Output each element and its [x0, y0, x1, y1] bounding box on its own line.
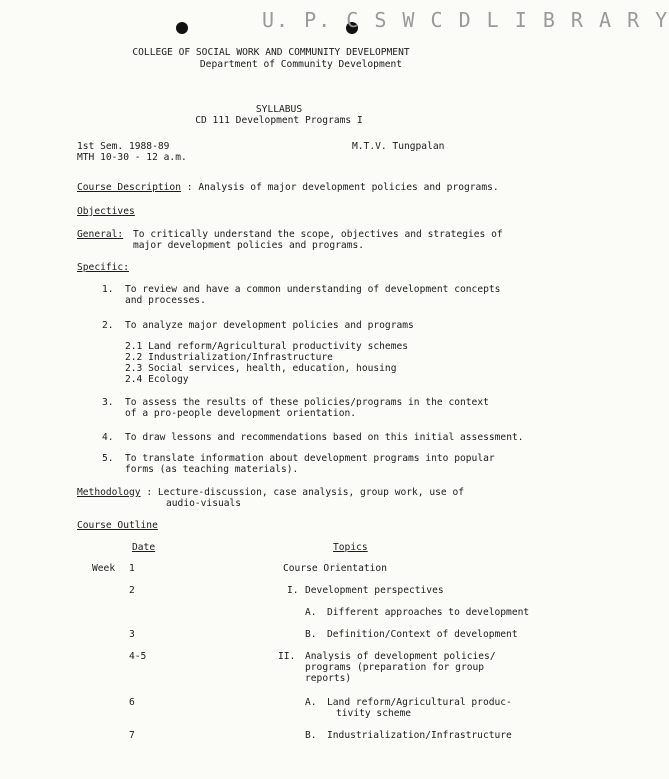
methodology-row — [77, 487, 464, 498]
outline-row-5-date: 4-5 — [129, 651, 147, 662]
specific-item-3-number: 3. — [102, 397, 114, 408]
outline-row-6-date: 6 — [129, 697, 135, 708]
specific-item-1-number: 1. — [102, 284, 114, 295]
methodology-sep: : — [146, 487, 153, 498]
punch-hole-left — [176, 22, 188, 34]
topics-column-header: Topics — [333, 542, 368, 553]
specific-item-5-line-1: To translate information about development programs into popular — [125, 453, 495, 464]
subitem-2-2: 2.2 Industrialization/Infrastructure — [125, 352, 333, 363]
specific-item-5-number: 5. — [102, 453, 114, 464]
outline-row-7-number: B. — [305, 730, 317, 741]
outline-row-3-topic: Different approaches to development — [327, 607, 530, 618]
college-title: COLLEGE OF SOCIAL WORK AND COMMUNITY DEVELOPMENT — [132, 47, 410, 58]
methodology-label: Methodology — [77, 487, 141, 498]
outline-row-7-date: 7 — [129, 730, 135, 741]
specific-item-1-line-2: and processes. — [125, 295, 206, 306]
course-description — [77, 182, 499, 193]
course-description-label: Course Description — [77, 182, 181, 193]
outline-row-6-topic-line-2: tivity scheme — [336, 708, 412, 719]
specific-item-1-line-1: To review and have a common understanding of development concepts — [125, 284, 501, 295]
subitem-2-3: 2.3 Social services, health, education, housing — [125, 363, 397, 374]
specific-item-2-line-1: To analyze major development policies and programs — [125, 320, 414, 331]
week-label: Week — [92, 563, 116, 574]
outline-row-5-topic-line-2: programs (preparation for group — [305, 662, 485, 673]
outline-row-4-topic: Definition/Context of development — [327, 629, 518, 640]
outline-row-4-date: 3 — [129, 629, 135, 640]
subitem-2-1: 2.1 Land reform/Agricultural productivity schemes — [125, 341, 409, 352]
outline-row-3-number: A. — [305, 607, 317, 618]
course-title: CD 111 Development Programs I — [195, 115, 363, 126]
general-line-2: major development policies and programs. — [133, 240, 365, 251]
objectives-heading: Objectives — [77, 206, 135, 217]
outline-row-1-topic: Course Orientation — [283, 563, 387, 574]
outline-row-5-number: II. — [278, 651, 296, 662]
specific-item-5-line-2: forms (as teaching materials). — [125, 464, 299, 475]
methodology-line-1: Lecture-discussion, case analysis, group work, use of — [157, 487, 465, 498]
specific-item-3-line-1: To assess the results of these policies/programs in the context — [125, 397, 489, 408]
outline-row-7-topic: Industrialization/Infrastructure — [327, 730, 512, 741]
specific-item-4-line-1: To draw lessons and recommendations based on this initial assessment. — [125, 432, 524, 443]
subitem-2-4: 2.4 Ecology — [125, 374, 189, 385]
library-stamp: U. P. C S W C D L I B R A R Y — [262, 8, 669, 32]
outline-row-2-topic: Development perspectives — [305, 585, 444, 596]
semester: 1st Sem. 1988-89 — [77, 141, 170, 152]
outline-row-2-number: I. — [287, 585, 299, 596]
course-outline-heading: Course Outline — [77, 520, 158, 531]
schedule: MTH 10-30 - 12 a.m. — [77, 152, 187, 163]
specific-item-3-line-2: of a pro-people development orientation. — [125, 408, 357, 419]
department-title: Department of Community Development — [199, 59, 403, 70]
specific-item-4-number: 4. — [102, 432, 114, 443]
outline-row-5-topic-line-3: reports) — [305, 673, 352, 684]
general-line-1: To critically understand the scope, objectives and strategies of — [133, 229, 503, 240]
course-description-text: Analysis of major development policies and programs. — [198, 182, 499, 193]
outline-row-6-number: A. — [305, 697, 317, 708]
specific-label: Specific: — [77, 262, 129, 273]
outline-row-1-date: 1 — [129, 563, 135, 574]
outline-row-2-date: 2 — [129, 585, 135, 596]
instructor: M.T.V. Tungpalan — [352, 141, 445, 152]
specific-item-2-number: 2. — [102, 320, 114, 331]
methodology-line-2: audio-visuals — [166, 498, 242, 509]
date-column-header: Date — [132, 542, 156, 553]
course-description-sep: : — [186, 182, 193, 193]
outline-row-5-topic-line-1: Analysis of development policies/ — [305, 651, 496, 662]
general-label: General: — [77, 229, 124, 240]
outline-row-6-topic-line-1: Land reform/Agricultural produc- — [327, 697, 512, 708]
syllabus-title: SYLLABUS — [255, 104, 303, 115]
outline-row-4-number: B. — [305, 629, 317, 640]
